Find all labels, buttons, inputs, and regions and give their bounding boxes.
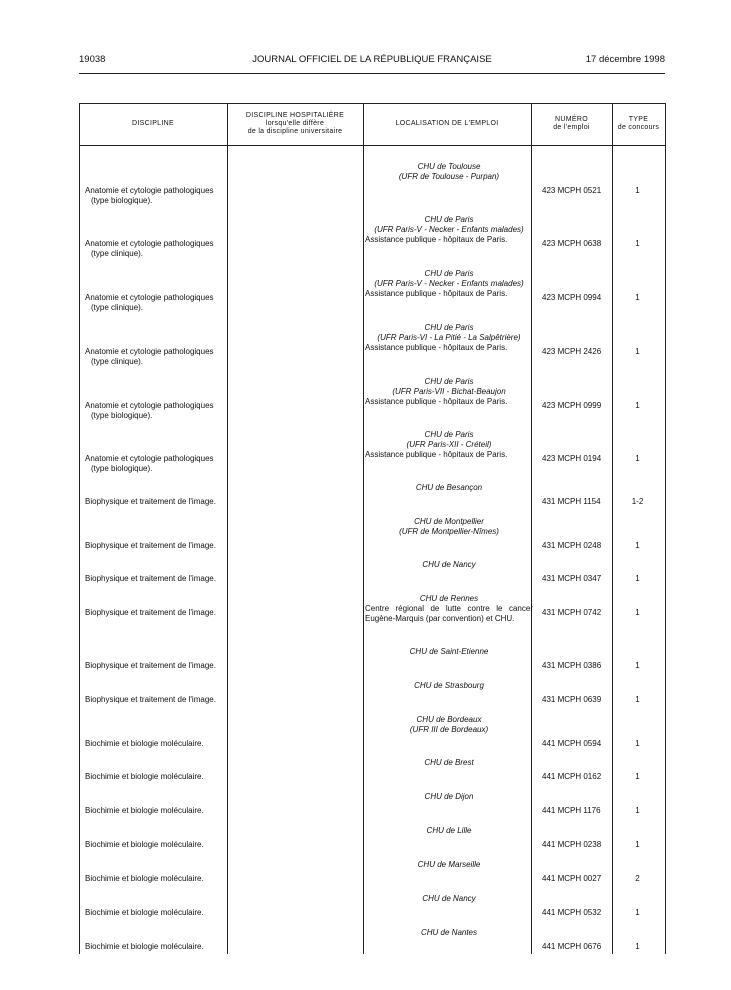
hospital-line: CHU de Paris bbox=[424, 215, 474, 224]
hospital-name bbox=[365, 715, 533, 735]
discipline-line: Anatomie et cytologie pathologiques bbox=[85, 347, 214, 356]
location-cell bbox=[365, 792, 533, 802]
page-number: 19038 bbox=[79, 54, 106, 65]
hospital-line: CHU de Bordeaux bbox=[416, 715, 482, 724]
position-number: 441 MCPH 0162 bbox=[542, 772, 602, 781]
hospital-line: CHU de Brest bbox=[424, 758, 474, 767]
discipline-cell bbox=[85, 347, 230, 367]
position-number: 431 MCPH 0248 bbox=[542, 541, 602, 550]
hospital-line: CHU de Montpellier bbox=[414, 517, 484, 526]
location-cell bbox=[365, 517, 533, 537]
hospital-name bbox=[365, 594, 533, 604]
hospital-name bbox=[365, 430, 533, 450]
competition-type: 1 bbox=[635, 574, 640, 583]
discipline-cell bbox=[85, 908, 230, 918]
discipline-line: Biochimie et biologie moléculaire. bbox=[85, 874, 204, 883]
hospital-name bbox=[365, 560, 533, 570]
location-cell bbox=[365, 647, 533, 657]
discipline-line: (type clinique). bbox=[91, 357, 144, 366]
competition-type: 2 bbox=[635, 874, 640, 883]
location-cell bbox=[365, 928, 533, 938]
discipline-line: Biophysique et traitement de l'image. bbox=[85, 608, 216, 617]
discipline-line: (type biologique). bbox=[91, 411, 153, 420]
position-number: 431 MCPH 1154 bbox=[542, 497, 601, 506]
hospital-name bbox=[365, 162, 533, 182]
discipline-line: Biochimie et biologie moléculaire. bbox=[85, 772, 204, 781]
hospital-name bbox=[365, 758, 533, 768]
position-number: 441 MCPH 0027 bbox=[542, 874, 602, 883]
position-number: 431 MCPH 0386 bbox=[542, 661, 602, 670]
hospital-name bbox=[365, 517, 533, 537]
discipline-line: Biochimie et biologie moléculaire. bbox=[85, 942, 204, 951]
location-cell bbox=[365, 681, 533, 691]
competition-type: 1 bbox=[635, 347, 640, 356]
competition-type: 1 bbox=[635, 772, 640, 781]
discipline-cell bbox=[85, 186, 230, 206]
discipline-cell bbox=[85, 293, 230, 313]
competition-type: 1 bbox=[635, 454, 640, 463]
discipline-line: Anatomie et cytologie pathologiques bbox=[85, 239, 214, 248]
location-detail: Centre régional de lutte contre le cancer Eugène-Marquis (par convention) et CHU. bbox=[365, 604, 533, 623]
hospital-name bbox=[365, 928, 533, 938]
location-cell bbox=[365, 594, 533, 624]
position-number: 423 MCPH 0999 bbox=[542, 401, 602, 410]
discipline-cell bbox=[85, 840, 230, 850]
hospital-name bbox=[365, 269, 533, 289]
competition-type: 1 bbox=[635, 840, 640, 849]
location-detail: Assistance publique - hôpitaux de Paris. bbox=[365, 235, 508, 244]
discipline-line: (type biologique). bbox=[91, 196, 153, 205]
hospital-name bbox=[365, 894, 533, 904]
competition-type: 1 bbox=[635, 541, 640, 550]
hospital-name bbox=[365, 323, 533, 343]
discipline-line: Biophysique et traitement de l'image. bbox=[85, 497, 216, 506]
column-header-type: TYPE de concours bbox=[617, 116, 660, 131]
discipline-line: (type clinique). bbox=[91, 249, 144, 258]
position-number: 423 MCPH 0521 bbox=[542, 186, 602, 195]
column-header-discipline: DISCIPLINE bbox=[132, 120, 174, 127]
hospital-line: (UFR de Toulouse - Purpan) bbox=[398, 172, 500, 181]
discipline-cell bbox=[85, 772, 230, 782]
location-cell bbox=[365, 269, 533, 299]
location-cell bbox=[365, 430, 533, 460]
hospital-line: CHU de Paris bbox=[424, 269, 474, 278]
hospital-name bbox=[365, 377, 533, 397]
position-number: 431 MCPH 0347 bbox=[542, 574, 602, 583]
position-number: 431 MCPH 0639 bbox=[542, 695, 602, 704]
location-cell bbox=[365, 758, 533, 768]
hospital-line: CHU de Nancy bbox=[422, 560, 476, 569]
hospital-name bbox=[365, 681, 533, 691]
location-cell bbox=[365, 215, 533, 245]
hospital-line: CHU de Marseille bbox=[417, 860, 481, 869]
discipline-line: Biochimie et biologie moléculaire. bbox=[85, 806, 204, 815]
hospital-line: CHU de Dijon bbox=[424, 792, 474, 801]
competition-type: 1 bbox=[635, 186, 640, 195]
location-cell bbox=[365, 860, 533, 870]
competition-type: 1 bbox=[635, 401, 640, 410]
competition-type: 1 bbox=[635, 608, 640, 617]
hospital-name bbox=[365, 860, 533, 870]
column-divider bbox=[227, 103, 228, 954]
hospital-line: (UFR III de Bordeaux) bbox=[409, 725, 489, 734]
column-header-location: LOCALISATION DE L'EMPLOI bbox=[395, 120, 499, 127]
hospital-line: CHU de Lille bbox=[426, 826, 472, 835]
position-number: 423 MCPH 2426 bbox=[542, 347, 602, 356]
position-number: 423 MCPH 0994 bbox=[542, 293, 602, 302]
header-rule-bottom bbox=[79, 145, 665, 146]
position-number: 441 MCPH 1176 bbox=[542, 806, 601, 815]
discipline-cell bbox=[85, 874, 230, 884]
hospital-line: (UFR Paris-XII - Créteil) bbox=[406, 440, 492, 449]
position-number: 423 MCPH 0638 bbox=[542, 239, 602, 248]
column-divider bbox=[612, 103, 613, 954]
discipline-cell bbox=[85, 401, 230, 421]
hospital-line: CHU de Nancy bbox=[422, 894, 476, 903]
hospital-name bbox=[365, 792, 533, 802]
discipline-cell bbox=[85, 608, 230, 618]
hospital-line: CHU de Strasbourg bbox=[414, 681, 484, 690]
competition-type: 1 bbox=[635, 806, 640, 815]
competition-type: 1 bbox=[635, 942, 640, 951]
discipline-line: (type biologique). bbox=[91, 464, 153, 473]
page-header bbox=[79, 54, 665, 68]
discipline-line: Biochimie et biologie moléculaire. bbox=[85, 739, 204, 748]
discipline-line: (type clinique). bbox=[91, 303, 144, 312]
hospital-line: (UFR Paris-V - Necker - Enfants malades) bbox=[374, 279, 524, 288]
discipline-line: Anatomie et cytologie pathologiques bbox=[85, 186, 214, 195]
header-rule bbox=[79, 73, 665, 74]
discipline-cell bbox=[85, 739, 230, 749]
discipline-line: Biophysique et traitement de l'image. bbox=[85, 574, 216, 583]
hospital-name bbox=[365, 483, 533, 493]
location-cell bbox=[365, 162, 533, 182]
discipline-line: Anatomie et cytologie pathologiques bbox=[85, 401, 214, 410]
hospital-line: (UFR Paris-V - Necker - Enfants malades) bbox=[374, 225, 524, 234]
column-header-number: NUMÉRO de l'emploi bbox=[553, 116, 590, 131]
positions-table bbox=[79, 103, 665, 954]
hospital-line: CHU de Paris bbox=[424, 323, 474, 332]
discipline-cell bbox=[85, 574, 230, 584]
column-header-hospital-discipline: DISCIPLINE HOSPITALIÈRE lorsqu'elle diffère de la discipline universitaire bbox=[245, 112, 345, 135]
discipline-line: Anatomie et cytologie pathologiques bbox=[85, 454, 214, 463]
discipline-cell bbox=[85, 239, 230, 259]
location-detail: Assistance publique - hôpitaux de Paris. bbox=[365, 289, 508, 298]
location-cell bbox=[365, 715, 533, 735]
hospital-line: CHU de Toulouse bbox=[417, 162, 481, 171]
discipline-line: Biophysique et traitement de l'image. bbox=[85, 695, 216, 704]
location-detail: Assistance publique - hôpitaux de Paris. bbox=[365, 343, 508, 352]
position-number: 431 MCPH 0742 bbox=[542, 608, 602, 617]
hospital-line: CHU de Rennes bbox=[419, 594, 479, 603]
discipline-cell bbox=[85, 806, 230, 816]
competition-type: 1-2 bbox=[631, 497, 644, 506]
location-cell bbox=[365, 560, 533, 570]
discipline-line: Biochimie et biologie moléculaire. bbox=[85, 908, 204, 917]
competition-type: 1 bbox=[635, 695, 640, 704]
discipline-cell bbox=[85, 541, 230, 551]
location-cell bbox=[365, 826, 533, 836]
hospital-name bbox=[365, 826, 533, 836]
discipline-cell bbox=[85, 497, 230, 507]
location-cell bbox=[365, 483, 533, 493]
competition-type: 1 bbox=[635, 739, 640, 748]
discipline-line: Biophysique et traitement de l'image. bbox=[85, 541, 216, 550]
competition-type: 1 bbox=[635, 239, 640, 248]
column-divider bbox=[363, 103, 364, 954]
location-detail: Assistance publique - hôpitaux de Paris. bbox=[365, 397, 508, 406]
discipline-line: Biochimie et biologie moléculaire. bbox=[85, 840, 204, 849]
position-number: 441 MCPH 0532 bbox=[542, 908, 602, 917]
discipline-cell bbox=[85, 942, 230, 952]
location-detail: Assistance publique - hôpitaux de Paris. bbox=[365, 450, 508, 459]
competition-type: 1 bbox=[635, 908, 640, 917]
hospital-name bbox=[365, 215, 533, 235]
hospital-line: CHU de Nantes bbox=[420, 928, 478, 937]
location-cell bbox=[365, 894, 533, 904]
position-number: 441 MCPH 0238 bbox=[542, 840, 602, 849]
hospital-line: (UFR Paris-VI - La Pitié - La Salpêtrière) bbox=[377, 333, 521, 342]
hospital-name bbox=[365, 647, 533, 657]
hospital-line: CHU de Paris bbox=[424, 377, 474, 386]
competition-type: 1 bbox=[635, 293, 640, 302]
hospital-line: (UFR de Montpellier-Nîmes) bbox=[399, 527, 499, 536]
hospital-line: (UFR Paris-VII - Bichat-Beaujon bbox=[392, 387, 506, 396]
discipline-cell bbox=[85, 695, 230, 705]
hospital-line: CHU de Paris bbox=[424, 430, 474, 439]
location-cell bbox=[365, 323, 533, 353]
discipline-cell bbox=[85, 454, 230, 474]
discipline-line: Biophysique et traitement de l'image. bbox=[85, 661, 216, 670]
hospital-line: CHU de Besançon bbox=[415, 483, 483, 492]
location-cell bbox=[365, 377, 533, 407]
competition-type: 1 bbox=[635, 661, 640, 670]
publication-date: 17 décembre 1998 bbox=[585, 54, 665, 65]
position-number: 441 MCPH 0676 bbox=[542, 942, 602, 951]
journal-title: JOURNAL OFFICIEL DE LA RÉPUBLIQUE FRANÇAISE bbox=[252, 54, 492, 65]
discipline-cell bbox=[85, 661, 230, 671]
position-number: 441 MCPH 0594 bbox=[542, 739, 602, 748]
position-number: 423 MCPH 0194 bbox=[542, 454, 602, 463]
hospital-line: CHU de Saint-Etienne bbox=[409, 647, 489, 656]
discipline-line: Anatomie et cytologie pathologiques bbox=[85, 293, 214, 302]
